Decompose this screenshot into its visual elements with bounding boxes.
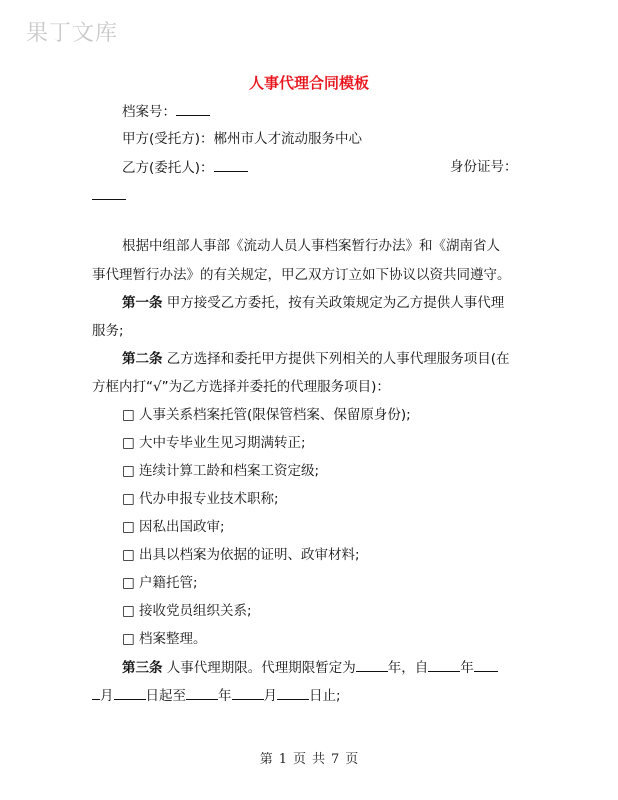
archive-number-line (122, 101, 210, 122)
party-b-blank (214, 157, 248, 172)
article-2-title: 第二条 (122, 351, 163, 367)
unit-year: 年 (387, 660, 402, 676)
service-item: □ 接收党员组织关系; (122, 603, 252, 619)
term-years-blank (356, 657, 388, 672)
article-1-line-1 (122, 293, 504, 313)
start-day-blank (114, 685, 146, 700)
party-b-line (122, 157, 248, 178)
document-title: 人事代理合同模板 (248, 74, 369, 92)
article-1-line-2: 服务; (92, 323, 124, 339)
footer-ye: 页 (292, 752, 306, 767)
service-item: □ 连续计算工龄和档案工资定级; (122, 463, 320, 479)
unit-year: 年 (460, 660, 474, 676)
archive-number-blank (176, 101, 210, 116)
footer-gong: 共 (312, 752, 326, 767)
article-1-title: 第一条 (122, 295, 163, 311)
unit-day-from: 日起至 (145, 688, 186, 704)
id-number-blank-line (92, 185, 126, 206)
id-number-label: 身份证号： (450, 159, 518, 175)
intro-line-2: 事代理暂行办法》的有关规定，甲乙双方订立如下协议以资共同遵守。 (92, 267, 511, 283)
end-day-blank (277, 685, 309, 700)
article-3-line-1 (122, 657, 498, 678)
id-number-blank (92, 185, 126, 200)
intro-line-1: 根据中组部人事部《流动人员人事档案暂行办法》和《湖南省人 (122, 238, 500, 254)
article-3-text: 人事代理期限。代理期限暂定为 (162, 660, 356, 676)
footer-di: 第 (259, 752, 273, 767)
service-item: □ 档案整理。 (122, 631, 207, 647)
unit-day-until: 日止; (309, 688, 341, 704)
unit-month: 月 (263, 688, 277, 704)
article-3-line-2 (92, 685, 341, 706)
unit-from: ，自 (401, 660, 429, 676)
article-2-line-1 (122, 349, 510, 369)
watermark-logo: 果丁文库 (26, 21, 119, 46)
article-2-text: 乙方选择和委托甲方提供下列相关的人事代理服务项目(在 (162, 351, 510, 367)
service-item: □ 人事关系档案托管(限保管档案、保留原身份); (122, 407, 411, 423)
service-item: □ 户籍托管; (122, 575, 198, 591)
service-item: □ 代办申报专业技术职称; (122, 491, 279, 507)
service-item: □ 出具以档案为依据的证明、政审材料; (122, 547, 360, 563)
footer-page-number: 1 (278, 752, 287, 767)
footer-total-pages: 7 (331, 752, 340, 767)
start-year-blank (428, 657, 460, 672)
footer-ye: 页 (345, 752, 359, 767)
unit-month: 月 (100, 688, 114, 704)
party-b-label: 乙方(委托人)： (122, 160, 214, 176)
end-month-blank (232, 685, 264, 700)
party-a-line: 甲方(受托方)：郴州市人才流动服务中心 (122, 131, 363, 147)
archive-label: 档案号： (122, 104, 176, 120)
service-item: □ 因私出国政审; (122, 519, 225, 535)
unit-year: 年 (218, 688, 232, 704)
article-1-text: 甲方接受乙方委托，按有关政策规定为乙方提供人事代理 (162, 295, 505, 311)
start-month-blank-cont (92, 685, 100, 700)
article-3-title: 第三条 (122, 660, 163, 676)
start-month-blank (474, 657, 498, 672)
end-year-blank (186, 685, 218, 700)
service-item: □ 大中专毕业生见习期满转正; (122, 435, 306, 451)
article-2-line-2: 方框内打“√”为乙方选择并委托的代理服务项目)： (92, 379, 390, 395)
page-footer (0, 748, 618, 767)
